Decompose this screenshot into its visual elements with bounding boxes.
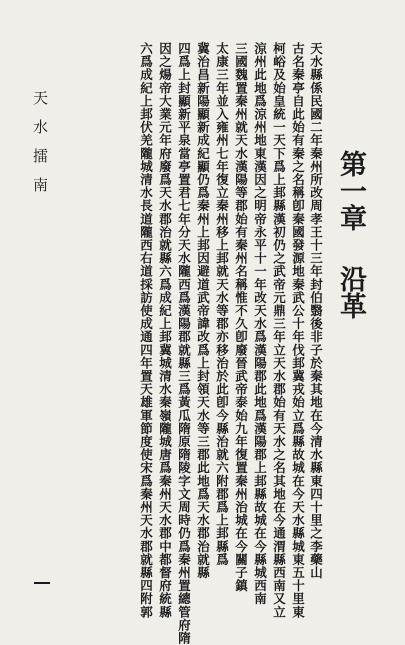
body-column-8: 四爲上封顯新平泉當亭置君七年分天水隴西爲漢陽郡就縣三爲黃瓜隋原隋陵字文周時仍爲秦州置總管府隋 (176, 42, 192, 645)
running-title: 天水擂南 (31, 90, 49, 206)
body-column-7: 冀治昌新陽顯新成紀顯仍爲秦州上邽因避道武帝諱改爲上封領天水等三郡此地爲天水郡治就縣 (195, 42, 211, 580)
body-column-2: 古名秦亭自此始有秦之名稱卽秦國發源地秦武公十年伐邽冀戎始立爲縣故城在今天水縣城東五十里東 (290, 42, 306, 619)
body-column-10: 六爲成紀上邽伏羌隴城清水長道隴西右道採訪使成通四年置天雄軍節度使宋爲秦州天水郡就縣四附郭 (138, 42, 154, 619)
body-column-5: 三國魏置秦州就天水漢陽等郡始有秦州名稱惟不久卽廢晉武帝泰始九年復置秦州治城在今關子鎮 (233, 42, 249, 593)
body-column-4: 涼州此地爲涼州地東漢因之明帝永平十一年改天水爲漢陽郡此地爲漢陽郡上邽縣故城在今縣城西南 (252, 42, 268, 606)
chapter-heading (337, 150, 364, 410)
body-column-6: 太康三年並入雍州七年復立秦州移上邽就天水等郡亦移治於此卽今縣治就六附郡爲上邽縣爲 (214, 42, 230, 566)
chapter-number: 第一章 (335, 150, 366, 231)
body-column-1: 天水縣係民國二年秦州所改周孝王十三年封伯翳後非子於秦其地在今清水縣東四十里之李藥山 (308, 42, 324, 580)
body-column-3: 柯峪及始皇統一天下爲上邽縣漢初仍之武帝元鼎三年立天水郡始有天水之名其地在今通渭縣西南又立 (271, 42, 287, 619)
body-column-9: 因之煬帝大業元年府廢爲天水郡治就縣六爲成紀上邽冀城清水秦嶺隴城唐爲秦州天水郡中都督府統縣 (157, 42, 173, 619)
chapter-title: 沿革 (335, 265, 366, 319)
page-folio-mark (34, 582, 50, 584)
